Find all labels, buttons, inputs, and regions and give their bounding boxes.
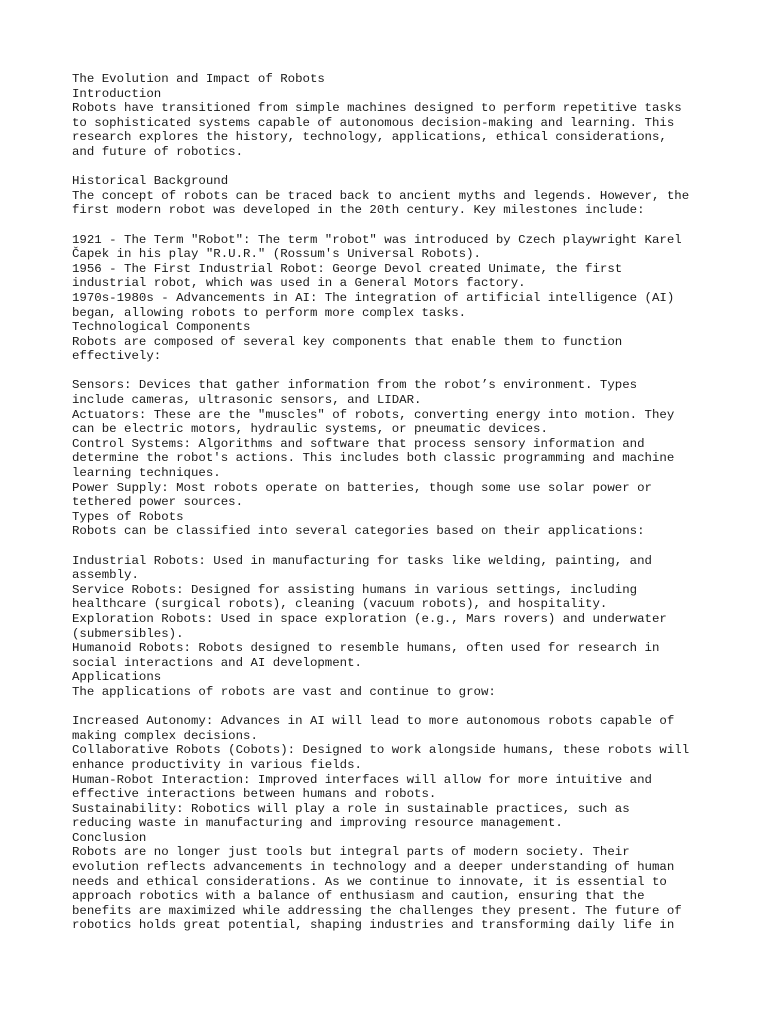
blank-line — [72, 218, 712, 233]
document-line: Exploration Robots: Used in space exploration (e.g., Mars rovers) and underwater — [72, 611, 667, 626]
document-line: determine the robot's actions. This includes both classic programming and machine — [72, 451, 675, 466]
document-line: Introduction — [72, 86, 162, 101]
document-line: Types of Robots — [72, 509, 184, 524]
document-line: to sophisticated systems capable of autonomous decision-making and learning. This — [72, 115, 675, 130]
document-line: enhance productivity in various fields. — [72, 757, 362, 772]
document-line: benefits are maximized while addressing the challenges they present. The future of — [72, 903, 682, 918]
document-line: learning techniques. — [72, 466, 221, 481]
document-line: Robots are no longer just tools but integral parts of modern society. Their — [72, 845, 630, 860]
document-line: Collaborative Robots (Cobots): Designed to work alongside humans, these robots will — [72, 743, 690, 758]
document-line: 1970s-1980s - Advancements in AI: The integration of artificial intelligence (AI) — [72, 290, 675, 305]
document-line: Sensors: Devices that gather information from the robot’s environment. Types — [72, 378, 638, 393]
document-line: The Evolution and Impact of Robots — [72, 72, 325, 86]
document-line: The concept of robots can be traced back to ancient myths and legends. However, the — [72, 188, 690, 203]
document-line: Sustainability: Robotics will play a role in sustainable practices, such as — [72, 801, 630, 816]
document-page — [72, 72, 712, 933]
document-line: Technological Components — [72, 320, 251, 335]
document-line: research explores the history, technology, applications, ethical considerations, — [72, 130, 667, 145]
document-line: social interactions and AI development. — [72, 655, 362, 670]
blank-line — [72, 539, 712, 554]
document-line: include cameras, ultrasonic sensors, and LIDAR. — [72, 393, 422, 408]
document-line: (submersibles). — [72, 626, 184, 641]
document-line: The applications of robots are vast and continue to grow: — [72, 684, 496, 699]
document-line: Power Supply: Most robots operate on batteries, though some use solar power or — [72, 480, 652, 495]
document-line: Robots can be classified into several categories based on their applications: — [72, 524, 645, 539]
document-line: reducing waste in manufacturing and improving resource management. — [72, 816, 563, 831]
document-line: robotics holds great potential, shaping industries and transforming daily life in — [72, 918, 675, 933]
document-line: Actuators: These are the "muscles" of robots, converting energy into motion. They — [72, 407, 675, 422]
blank-line — [72, 160, 712, 175]
document-line: Robots have transitioned from simple machines designed to perform repetitive tasks — [72, 101, 682, 116]
document-line: Applications — [72, 670, 162, 685]
document-line: healthcare (surgical robots), cleaning (vacuum robots), and hospitality. — [72, 597, 608, 612]
document-line: effective interactions between humans and robots. — [72, 787, 437, 802]
document-line: Historical Background — [72, 174, 229, 189]
document-line: tethered power sources. — [72, 495, 244, 510]
blank-line — [72, 700, 712, 715]
document-line: 1956 - The First Industrial Robot: George Devol created Unimate, the first — [72, 261, 623, 276]
document-line: evolution reflects advancements in technology and a deeper understanding of human — [72, 860, 675, 875]
document-line: Robots are composed of several key components that enable them to function — [72, 334, 623, 349]
blank-line — [72, 364, 712, 379]
document-line: can be electric motors, hydraulic systems, or pneumatic devices. — [72, 422, 548, 437]
document-line: making complex decisions. — [72, 728, 258, 743]
document-line: 1921 - The Term "Robot": The term "robot" was introduced by Czech playwright Karel — [72, 232, 682, 247]
document-line: began, allowing robots to perform more complex tasks. — [72, 305, 467, 320]
document-line: industrial robot, which was used in a General Motors factory. — [72, 276, 526, 291]
document-line: Conclusion — [72, 830, 147, 845]
document-line: assembly. — [72, 568, 139, 583]
document-line: effectively: — [72, 349, 162, 364]
document-line: Control Systems: Algorithms and software that process sensory information and — [72, 436, 645, 451]
document-line: Industrial Robots: Used in manufacturing for tasks like welding, painting, and — [72, 553, 652, 568]
document-line: Human-Robot Interaction: Improved interfaces will allow for more intuitive and — [72, 772, 652, 787]
document-line: Čapek in his play "R.U.R." (Rossum's Universal Robots). — [72, 247, 481, 262]
document-line: Service Robots: Designed for assisting humans in various settings, including — [72, 582, 638, 597]
document-line: and future of robotics. — [72, 144, 244, 159]
document-line: needs and ethical considerations. As we continue to innovate, it is essential to — [72, 874, 667, 889]
document-line: approach robotics with a balance of enthusiasm and caution, ensuring that the — [72, 889, 645, 904]
document-line: Increased Autonomy: Advances in AI will lead to more autonomous robots capable of — [72, 714, 675, 729]
document-line: Humanoid Robots: Robots designed to resemble humans, often used for research in — [72, 641, 660, 656]
document-line: first modern robot was developed in the 20th century. Key milestones include: — [72, 203, 645, 218]
